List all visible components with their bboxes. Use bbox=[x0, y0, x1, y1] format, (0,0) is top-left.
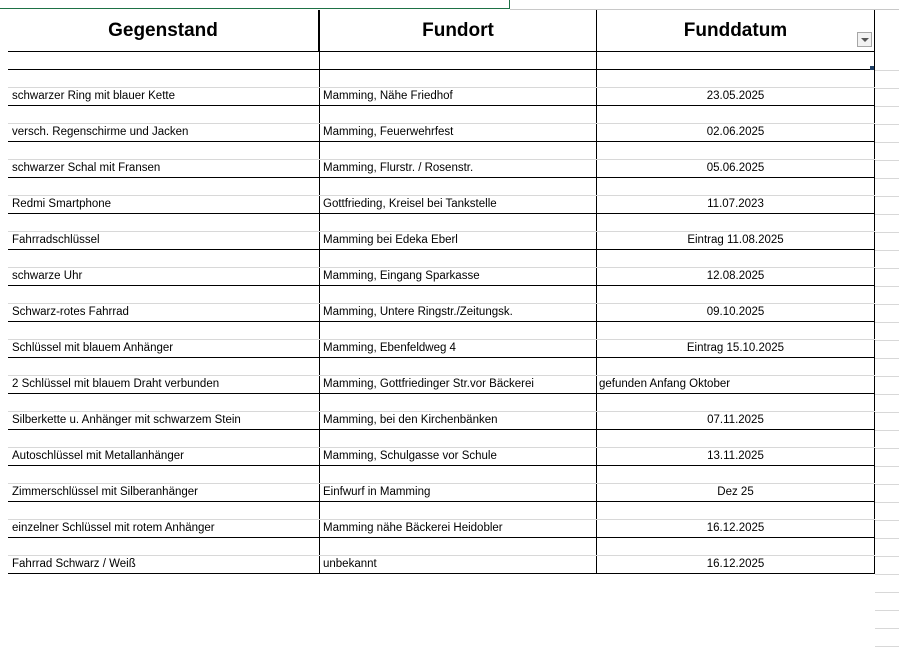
table-row bbox=[8, 124, 875, 142]
cell[interactable] bbox=[8, 430, 320, 447]
table-row bbox=[8, 556, 875, 574]
location-cell[interactable]: Mamming, Schulgasse vor Schule bbox=[320, 448, 597, 465]
date-cell[interactable]: 12.08.2025 bbox=[597, 268, 875, 285]
gridline bbox=[875, 214, 899, 215]
empty-row bbox=[8, 214, 875, 232]
gridline bbox=[875, 430, 899, 431]
gridline bbox=[875, 160, 899, 161]
selected-cell-outline bbox=[0, 0, 510, 9]
cell[interactable] bbox=[8, 502, 320, 519]
cell[interactable] bbox=[320, 178, 597, 195]
item-cell[interactable]: schwarzer Schal mit Fransen bbox=[8, 160, 320, 177]
cell[interactable] bbox=[320, 52, 597, 69]
item-cell[interactable]: Silberkette u. Anhänger mit schwarzem Stein bbox=[8, 412, 320, 429]
cell[interactable] bbox=[597, 70, 875, 87]
gridline bbox=[875, 412, 899, 413]
date-cell[interactable]: 13.11.2025 bbox=[597, 448, 875, 465]
gridline bbox=[875, 106, 899, 107]
cell[interactable] bbox=[597, 178, 875, 195]
gridline bbox=[875, 88, 899, 89]
gridline bbox=[875, 340, 899, 341]
formula-bar-edge bbox=[0, 0, 899, 10]
item-cell[interactable]: Schlüssel mit blauem Anhänger bbox=[8, 340, 320, 357]
date-cell[interactable]: 16.12.2025 bbox=[597, 520, 875, 537]
location-cell[interactable]: Mamming, Eingang Sparkasse bbox=[320, 268, 597, 285]
gridline bbox=[875, 70, 899, 71]
item-cell[interactable]: schwarzer Ring mit blauer Kette bbox=[8, 88, 320, 105]
spreadsheet-table bbox=[8, 10, 875, 574]
cell[interactable] bbox=[320, 286, 597, 303]
cell[interactable] bbox=[320, 70, 597, 87]
cell[interactable] bbox=[597, 430, 875, 447]
date-cell[interactable]: Dez 25 bbox=[597, 484, 875, 501]
empty-row bbox=[8, 286, 875, 304]
date-cell[interactable]: 07.11.2025 bbox=[597, 412, 875, 429]
gridline bbox=[875, 358, 899, 359]
empty-row bbox=[8, 358, 875, 376]
table-row bbox=[8, 88, 875, 106]
empty-row bbox=[8, 502, 875, 520]
cell[interactable] bbox=[597, 106, 875, 123]
table-row bbox=[8, 376, 875, 394]
dropdown-arrow-icon[interactable] bbox=[857, 32, 872, 47]
gridline bbox=[875, 268, 899, 269]
column-header-date[interactable] bbox=[597, 10, 875, 51]
gridline bbox=[875, 556, 899, 557]
cell[interactable] bbox=[8, 52, 320, 69]
gridline bbox=[875, 232, 899, 233]
date-cell[interactable]: 05.06.2025 bbox=[597, 160, 875, 177]
location-cell[interactable]: Mamming, Feuerwehrfest bbox=[320, 124, 597, 141]
cell[interactable] bbox=[597, 142, 875, 159]
cell[interactable] bbox=[597, 52, 875, 69]
item-cell[interactable]: Autoschlüssel mit Metallanhänger bbox=[8, 448, 320, 465]
cell[interactable] bbox=[320, 394, 597, 411]
empty-row bbox=[8, 322, 875, 340]
column-header-item[interactable]: Gegenstand bbox=[8, 10, 320, 51]
location-cell[interactable]: Einfwurf in Mamming bbox=[320, 484, 597, 501]
item-cell[interactable]: Fahrrad Schwarz / Weiß bbox=[8, 556, 320, 573]
item-cell[interactable]: schwarze Uhr bbox=[8, 268, 320, 285]
gridline bbox=[875, 628, 899, 629]
table-row bbox=[8, 448, 875, 466]
gridline bbox=[875, 502, 899, 503]
gridline bbox=[875, 592, 899, 593]
location-cell[interactable]: Mamming, Ebenfeldweg 4 bbox=[320, 340, 597, 357]
cell[interactable] bbox=[597, 358, 875, 375]
gridline bbox=[875, 538, 899, 539]
location-cell[interactable]: Mamming, Gottfriedinger Str.vor Bäckerei bbox=[320, 376, 597, 393]
gridline bbox=[875, 484, 899, 485]
column-header-date-label: Funddatum bbox=[683, 20, 788, 41]
gridline bbox=[875, 610, 899, 611]
item-cell[interactable]: versch. Regenschirme und Jacken bbox=[8, 124, 320, 141]
gridline bbox=[875, 574, 899, 575]
table-row bbox=[8, 340, 875, 358]
location-cell[interactable]: Mamming, bei den Kirchenbänken bbox=[320, 412, 597, 429]
cell[interactable] bbox=[597, 286, 875, 303]
location-cell[interactable]: Mamming, Flurstr. / Rosenstr. bbox=[320, 160, 597, 177]
sheet-right-gridlines bbox=[875, 10, 899, 594]
empty-row bbox=[8, 250, 875, 268]
table-body bbox=[8, 70, 875, 574]
cell[interactable] bbox=[320, 142, 597, 159]
table-row bbox=[8, 412, 875, 430]
cell[interactable] bbox=[597, 322, 875, 339]
date-cell[interactable]: 23.05.2025 bbox=[597, 88, 875, 105]
gridline bbox=[875, 520, 899, 521]
date-cell[interactable]: gefunden Anfang Oktober bbox=[597, 376, 875, 393]
cell[interactable] bbox=[597, 250, 875, 267]
date-cell[interactable]: 16.12.2025 bbox=[597, 556, 875, 573]
date-cell[interactable]: 09.10.2025 bbox=[597, 304, 875, 321]
empty-row bbox=[8, 394, 875, 412]
gridline bbox=[875, 196, 899, 197]
gridline bbox=[875, 322, 899, 323]
cell[interactable] bbox=[320, 322, 597, 339]
cell[interactable] bbox=[8, 286, 320, 303]
location-cell[interactable]: Mamming, Nähe Friedhof bbox=[320, 88, 597, 105]
cell[interactable] bbox=[8, 466, 320, 483]
table-row bbox=[8, 196, 875, 214]
column-header-location[interactable]: Fundort bbox=[320, 10, 597, 51]
cell[interactable] bbox=[597, 538, 875, 555]
cell[interactable] bbox=[8, 142, 320, 159]
gridline bbox=[875, 178, 899, 179]
cell[interactable] bbox=[320, 466, 597, 483]
gridline bbox=[875, 376, 899, 377]
location-cell[interactable]: Mamming, Untere Ringstr./Zeitungsk. bbox=[320, 304, 597, 321]
empty-row bbox=[8, 466, 875, 484]
item-cell[interactable]: Fahrradschlüssel bbox=[8, 232, 320, 249]
fill-handle[interactable] bbox=[870, 66, 874, 70]
item-cell[interactable]: einzelner Schlüssel mit rotem Anhänger bbox=[8, 520, 320, 537]
item-cell[interactable]: 2 Schlüssel mit blauem Draht verbunden bbox=[8, 376, 320, 393]
date-cell[interactable]: 11.07.2023 bbox=[597, 196, 875, 213]
cell[interactable] bbox=[320, 358, 597, 375]
date-cell[interactable]: Eintrag 15.10.2025 bbox=[597, 340, 875, 357]
header-row bbox=[8, 10, 875, 52]
cell[interactable] bbox=[8, 538, 320, 555]
table-row bbox=[8, 484, 875, 502]
cell[interactable] bbox=[8, 178, 320, 195]
table-row bbox=[8, 160, 875, 178]
empty-row bbox=[8, 430, 875, 448]
date-cell[interactable]: 02.06.2025 bbox=[597, 124, 875, 141]
table-row bbox=[8, 304, 875, 322]
empty-row bbox=[8, 538, 875, 556]
empty-row bbox=[8, 142, 875, 160]
table-row bbox=[8, 232, 875, 250]
location-cell[interactable]: unbekannt bbox=[320, 556, 597, 573]
empty-row bbox=[8, 52, 875, 70]
cell[interactable] bbox=[8, 394, 320, 411]
cell[interactable] bbox=[320, 502, 597, 519]
item-cell[interactable]: Redmi Smartphone bbox=[8, 196, 320, 213]
gridline bbox=[875, 466, 899, 467]
cell[interactable] bbox=[320, 250, 597, 267]
empty-row bbox=[8, 178, 875, 196]
location-cell[interactable]: Gottfrieding, Kreisel bei Tankstelle bbox=[320, 196, 597, 213]
cell[interactable] bbox=[320, 214, 597, 231]
cell[interactable] bbox=[8, 358, 320, 375]
cell[interactable] bbox=[597, 394, 875, 411]
item-cell[interactable]: Zimmerschlüssel mit Silberanhänger bbox=[8, 484, 320, 501]
cell[interactable] bbox=[597, 466, 875, 483]
item-cell[interactable]: Schwarz-rotes Fahrrad bbox=[8, 304, 320, 321]
gridline bbox=[875, 286, 899, 287]
location-cell[interactable]: Mamming bei Edeka Eberl bbox=[320, 232, 597, 249]
gridline bbox=[875, 124, 899, 125]
cell[interactable] bbox=[8, 214, 320, 231]
cell[interactable] bbox=[320, 430, 597, 447]
empty-row bbox=[8, 106, 875, 124]
cell[interactable] bbox=[8, 106, 320, 123]
date-cell[interactable]: Eintrag 11.08.2025 bbox=[597, 232, 875, 249]
cell[interactable] bbox=[597, 502, 875, 519]
empty-row bbox=[8, 70, 875, 88]
cell[interactable] bbox=[597, 214, 875, 231]
cell[interactable] bbox=[8, 70, 320, 87]
gridline bbox=[875, 304, 899, 305]
table-row bbox=[8, 268, 875, 286]
cell[interactable] bbox=[320, 106, 597, 123]
gridline bbox=[875, 250, 899, 251]
cell[interactable] bbox=[320, 538, 597, 555]
table-row bbox=[8, 520, 875, 538]
cell[interactable] bbox=[8, 250, 320, 267]
cell[interactable] bbox=[8, 322, 320, 339]
location-cell[interactable]: Mamming nähe Bäckerei Heidobler bbox=[320, 520, 597, 537]
gridline bbox=[875, 142, 899, 143]
gridline bbox=[875, 448, 899, 449]
gridline bbox=[875, 394, 899, 395]
